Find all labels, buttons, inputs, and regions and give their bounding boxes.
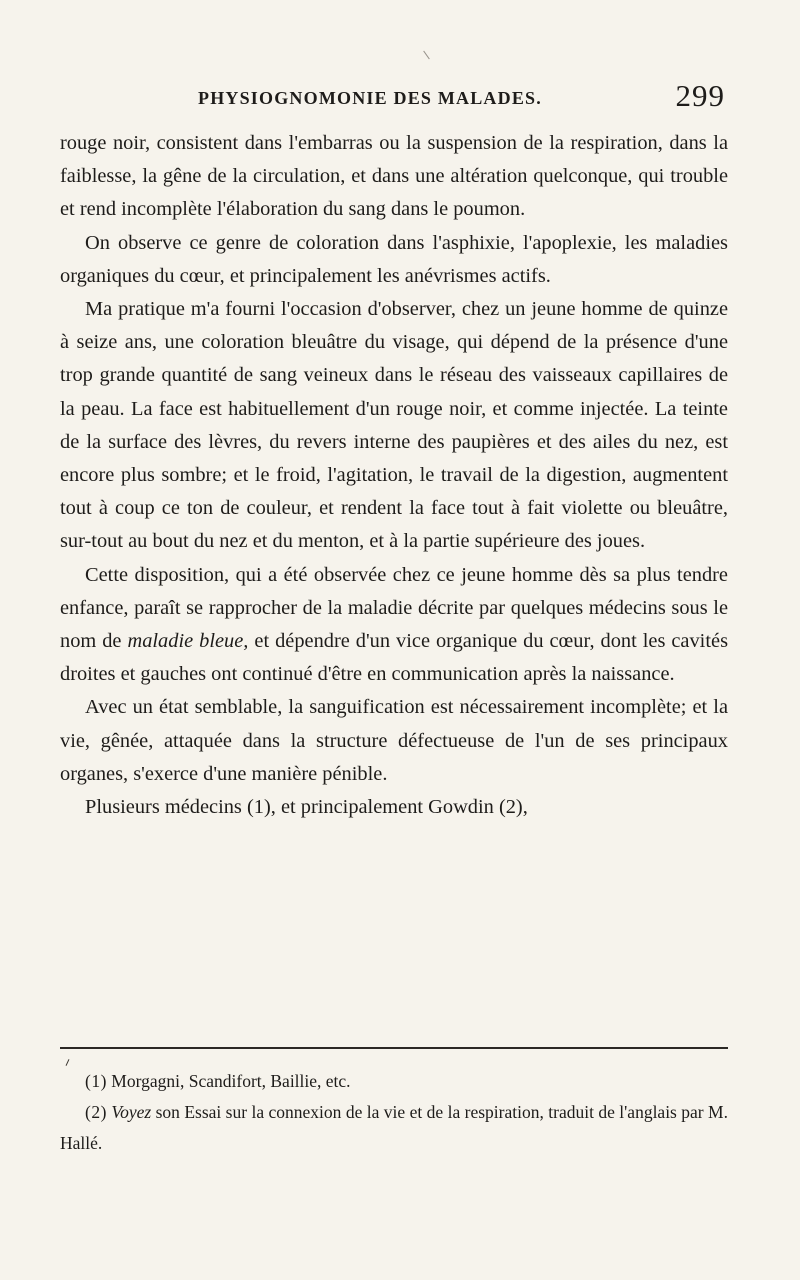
paragraph-6: Plusieurs médecins (1), et principalement Gowdin (2), <box>85 796 528 819</box>
running-title: PHYSIOGNOMONIE DES MALADES. <box>198 88 542 108</box>
page-number: 299 <box>675 78 725 113</box>
footnote-1-text: Morgagni, Scandifort, Baillie, etc. <box>106 1071 351 1091</box>
paragraph-3: Ma pratique m'a fourni l'occasion d'observer, chez un jeune homme de quinze à seize ans, une coloration bleuâtre du visage, qui dépend de la présence d'une trop grande quantité de sang veineux dans le réseau des vaisseaux capillaires de la peau. La face est habituellement d'un rouge noir, et comme injectée. La teinte de la surface des lèvres, du revers interne des paupières et des ailes du nez, est encore plus sombre; et le froid, l'agitation, le travail de la digestion, augmentent tout à coup ce ton de couleur, et rendent la face tout à fait violette ou bleuâtre, sur-tout au bout du nez et du menton, et à la partie supérieure des joues. <box>60 298 728 553</box>
paragraph-5: Avec un état semblable, la sanguification est nécessairement incomplète; et la vie, gênée, attaquée dans la structure défectueuse de l'un de ses principaux organes, s'exerce d'une manière pénible. <box>60 696 728 785</box>
stray-tick-mark <box>66 1059 70 1066</box>
main-text <box>60 127 728 824</box>
paragraph-4 <box>60 559 728 692</box>
paragraph-4-text-a: Cette disposition, qui a été observée chez ce jeune homme dès sa plus tendre enfance, paraît se rapprocher de la maladie décrite par quelques médecins sous le nom de <box>60 563 728 653</box>
footnote-2-text: son Essai sur la connexion de la vie et de la respiration, traduit de l'anglais par M. Hallé. <box>60 1102 728 1153</box>
footnote-1-mark: (1) <box>85 1071 107 1091</box>
footnote-2 <box>60 1097 728 1159</box>
paragraph-2: On observe ce genre de coloration dans l'asphixie, l'apoplexie, les maladies organiques du cœur, et principalement les anévrismes actifs. <box>60 231 728 287</box>
paragraph-4-text-b: et dépendre d'un vice organique du cœur, dont les cavités droites et gauches ont continué d'être en communication après la naissance. <box>60 630 728 686</box>
footnotes <box>60 1066 728 1159</box>
paragraph-4-italic: maladie bleue, <box>127 630 249 653</box>
running-head <box>60 68 725 118</box>
footnote-1 <box>60 1066 728 1097</box>
footnote-2-mark: (2) <box>85 1102 107 1122</box>
paragraph-1: rouge noir, consistent dans l'embarras ou la suspension de la respiration, dans la faiblesse, la gêne de la circulation, et dans une altération quelconque, qui trouble et rend incomplète l'élaboration du sang dans le poumon. <box>60 132 728 221</box>
footnote-rule <box>60 1047 728 1049</box>
footnote-2-italic: Voyez <box>106 1102 152 1122</box>
stray-ink-mark <box>423 51 430 60</box>
